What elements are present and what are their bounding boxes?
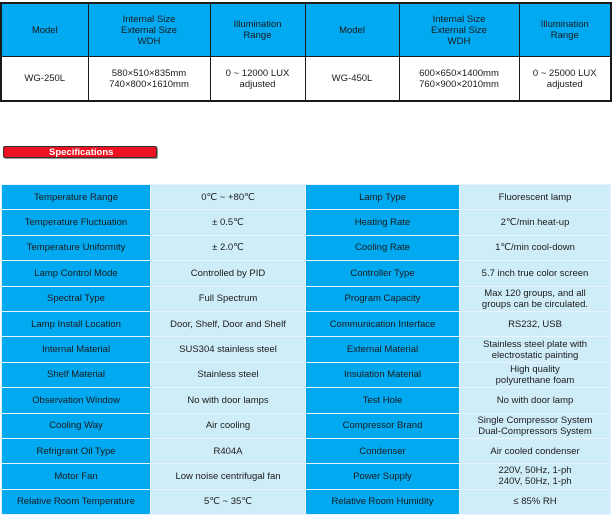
spec-label: Temperature Uniformity xyxy=(2,235,151,260)
spec-row xyxy=(2,311,611,336)
spec-label: Cooling Rate xyxy=(306,235,460,260)
spec-label: Test Hole xyxy=(306,388,460,413)
model-name: WG-250L xyxy=(1,57,88,102)
spec-row xyxy=(2,362,611,387)
models-table xyxy=(0,2,612,102)
spec-row xyxy=(2,235,611,260)
models-value-row xyxy=(1,57,611,102)
spec-label: External Material xyxy=(306,337,460,362)
spec-value: 0℃ ~ +80℃ xyxy=(151,185,306,210)
model-size: 600×650×1400mm 760×900×2010mm xyxy=(399,57,519,102)
spec-row xyxy=(2,337,611,362)
spec-value: Stainless steel plate with electrostatic painting xyxy=(460,337,611,362)
header-illumination: Illumination Range xyxy=(210,3,305,57)
spec-value: Fluorescent lamp xyxy=(460,185,611,210)
spec-label: Lamp Install Location xyxy=(2,311,151,336)
spec-value: 2℃/min heat-up xyxy=(460,210,611,235)
spec-row xyxy=(2,210,611,235)
spec-row xyxy=(2,489,611,514)
spec-label: Cooling Way xyxy=(2,413,151,438)
spec-label: Relative Room Temperature xyxy=(2,489,151,514)
spec-value: 5.7 inch true color screen xyxy=(460,261,611,286)
model-illumination: 0 ~ 12000 LUX adjusted xyxy=(210,57,305,102)
header-illumination: Illumination Range xyxy=(519,3,611,57)
spec-row xyxy=(2,413,611,438)
spec-value: Low noise centrifugal fan xyxy=(151,464,306,489)
spec-label: Program Capacity xyxy=(306,286,460,311)
spec-row xyxy=(2,388,611,413)
spec-label: Observation Window xyxy=(2,388,151,413)
header-model: Model xyxy=(1,3,88,57)
spec-row xyxy=(2,286,611,311)
spec-value: R404A xyxy=(151,438,306,463)
spec-value: Single Compressor System Dual-Compressors System xyxy=(460,413,611,438)
spec-value: High quality polyurethane foam xyxy=(460,362,611,387)
spec-row xyxy=(2,464,611,489)
spec-value: Door, Shelf, Door and Shelf xyxy=(151,311,306,336)
spec-label: Lamp Control Mode xyxy=(2,261,151,286)
spec-value: Air cooling xyxy=(151,413,306,438)
model-illumination: 0 ~ 25000 LUX adjusted xyxy=(519,57,611,102)
header-size: Internal Size External Size WDH xyxy=(88,3,210,57)
spec-value: ± 0.5℃ xyxy=(151,210,306,235)
spec-label: Controller Type xyxy=(306,261,460,286)
specifications-table xyxy=(1,184,611,515)
spec-row xyxy=(2,261,611,286)
models-header-row xyxy=(1,3,611,57)
spec-value: Air cooled condenser xyxy=(460,438,611,463)
header-model: Model xyxy=(305,3,399,57)
spec-value: Full Spectrum xyxy=(151,286,306,311)
spec-value: 220V, 50Hz, 1-ph 240V, 50Hz, 1-ph xyxy=(460,464,611,489)
model-name: WG-450L xyxy=(305,57,399,102)
spec-value: 5℃ ~ 35℃ xyxy=(151,489,306,514)
spec-label: Refrigrant Oil Type xyxy=(2,438,151,463)
specifications-label: Specifications xyxy=(3,146,157,158)
spec-row xyxy=(2,185,611,210)
spec-value: ± 2.0℃ xyxy=(151,235,306,260)
spec-label: Heating Rate xyxy=(306,210,460,235)
spec-label: Relative Room Humidity xyxy=(306,489,460,514)
header-size: Internal Size External Size WDH xyxy=(399,3,519,57)
spec-label: Temperature Range xyxy=(2,185,151,210)
spec-label: Lamp Type xyxy=(306,185,460,210)
spec-label: Motor Fan xyxy=(2,464,151,489)
spec-value: SUS304 stainless steel xyxy=(151,337,306,362)
spec-value: Max 120 groups, and all groups can be circulated. xyxy=(460,286,611,311)
spec-label: Temperature Fluctuation xyxy=(2,210,151,235)
spec-value: ≤ 85% RH xyxy=(460,489,611,514)
spec-value: 1℃/min cool-down xyxy=(460,235,611,260)
spec-label: Compressor Brand xyxy=(306,413,460,438)
spec-value: Stainless steel xyxy=(151,362,306,387)
spec-label: Power Supply xyxy=(306,464,460,489)
spec-label: Condenser xyxy=(306,438,460,463)
spec-value: Controlled by PID xyxy=(151,261,306,286)
spec-label: Spectral Type xyxy=(2,286,151,311)
spec-label: Communication Interface xyxy=(306,311,460,336)
spec-label: Insulation Material xyxy=(306,362,460,387)
model-size: 580×510×835mm 740×800×1610mm xyxy=(88,57,210,102)
spec-label: Internal Material xyxy=(2,337,151,362)
spec-value: RS232, USB xyxy=(460,311,611,336)
spec-value: No with door lamps xyxy=(151,388,306,413)
spec-row xyxy=(2,438,611,463)
spec-label: Shelf Material xyxy=(2,362,151,387)
spec-value: No with door lamp xyxy=(460,388,611,413)
